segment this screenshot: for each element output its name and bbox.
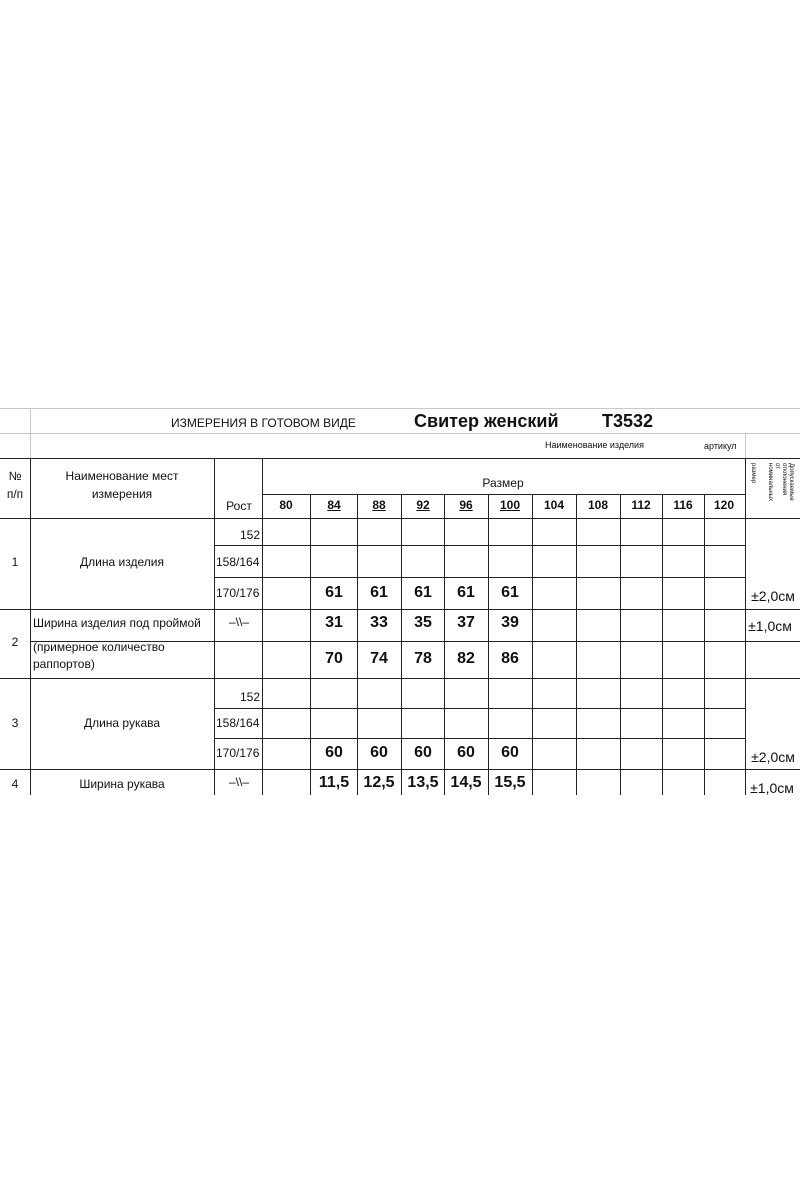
cell-value: 11,5 bbox=[318, 774, 350, 791]
size-header-100: 100 bbox=[499, 498, 521, 512]
height-170-176: 170/176 bbox=[216, 746, 260, 760]
cell-value: 13,5 bbox=[407, 774, 439, 791]
size-header-104: 104 bbox=[543, 498, 565, 512]
tolerance-value: ±1,0см bbox=[750, 780, 794, 796]
row-number: 1 bbox=[11, 555, 19, 569]
product-name: Свитер женский bbox=[414, 411, 559, 431]
size-header-84: 84 bbox=[327, 498, 341, 512]
tolerance-value: ±2,0см bbox=[751, 749, 795, 765]
number-header-line2: п/п bbox=[6, 487, 24, 501]
cell-value: 31 bbox=[325, 614, 343, 631]
number-header-line1: № bbox=[8, 469, 22, 483]
height-170-176: 170/176 bbox=[216, 586, 260, 600]
cell-value: 61 bbox=[325, 584, 343, 601]
cell-value: 61 bbox=[414, 584, 432, 601]
height-158-164: 158/164 bbox=[216, 555, 260, 569]
cell-value: 60 bbox=[325, 744, 343, 761]
cell-value: 61 bbox=[370, 584, 388, 601]
ditto-mark: –\\– bbox=[228, 775, 250, 789]
cell-value: 35 bbox=[414, 614, 432, 631]
cell-value: 70 bbox=[325, 650, 343, 667]
row-number: 3 bbox=[11, 716, 19, 730]
cell-value: 61 bbox=[501, 584, 519, 601]
cell-value: 37 bbox=[457, 614, 475, 631]
cell-value: 61 bbox=[457, 584, 475, 601]
cell-value: 60 bbox=[370, 744, 388, 761]
size-header-120: 120 bbox=[713, 498, 735, 512]
row-name: Ширина изделия под проймой bbox=[33, 616, 201, 630]
cell-value: 60 bbox=[414, 744, 432, 761]
size-group-header: Размер bbox=[482, 476, 524, 490]
name-header-line1: Наименование мест bbox=[65, 469, 179, 483]
tolerance-value: ±1,0см bbox=[748, 618, 792, 634]
row-name: Длина изделия bbox=[80, 555, 164, 569]
height-152: 152 bbox=[239, 690, 260, 704]
cell-value: 15,5 bbox=[494, 774, 526, 791]
height-152: 152 bbox=[239, 528, 260, 542]
article-caption: артикул bbox=[704, 441, 737, 451]
size-header-80: 80 bbox=[279, 498, 293, 512]
size-header-112: 112 bbox=[631, 498, 651, 512]
height-158-164: 158/164 bbox=[216, 716, 260, 730]
height-header: Рост bbox=[226, 499, 252, 513]
cell-value: 78 bbox=[414, 650, 432, 667]
size-header-108: 108 bbox=[587, 498, 609, 512]
measurement-sheet: ИЗМЕРЕНИЯ В ГОТОВОМ ВИДЕ Свитер женский Т3532 Наименование изделия артикул № п/п Наименование мест измерения Рост Размер Допускаемые отклонения от номинальных размер 80 84 88 92 96 100 104 108 112 116 120 1 Длина изделия 152 158/164 170/176 61 61 61 61 61 ±2,0см 2 Ширина изделия под проймой –\\– 31 33 35 37 39 ±1,0см (примерное количество раппортов) 70 74 78 82 86 3 Длина рукава 152 158/164 170/176 60 60 60 60 60 ±2,0см 4 Ширина рукава –\\– 11,5 12,5 13,5 14,5 15,5 ±1,0см bbox=[0, 405, 800, 795]
cell-value: 74 bbox=[370, 650, 388, 667]
article-number: Т3532 bbox=[602, 411, 654, 431]
cell-value: 82 bbox=[457, 650, 475, 667]
size-header-88: 88 bbox=[372, 498, 386, 512]
product-name-caption: Наименование изделия bbox=[545, 440, 644, 450]
size-header-96: 96 bbox=[459, 498, 473, 512]
row-name-note-line1: (примерное количество bbox=[33, 640, 165, 654]
cell-value: 86 bbox=[501, 650, 519, 667]
cell-value: 60 bbox=[457, 744, 475, 761]
row-name: Ширина рукава bbox=[79, 777, 165, 791]
name-header-line2: измерения bbox=[91, 487, 153, 501]
row-name-note-line2: раппортов) bbox=[33, 657, 95, 671]
size-header-116: 116 bbox=[673, 498, 693, 512]
sheet-title: ИЗМЕРЕНИЯ В ГОТОВОМ ВИДЕ bbox=[171, 416, 356, 430]
ditto-mark: –\\– bbox=[228, 615, 250, 629]
size-header-92: 92 bbox=[416, 498, 430, 512]
row-number: 2 bbox=[11, 635, 19, 649]
row-name: Длина рукава bbox=[83, 716, 161, 730]
tolerance-value: ±2,0см bbox=[751, 588, 795, 604]
cell-value: 39 bbox=[501, 614, 519, 631]
cell-value: 14,5 bbox=[450, 774, 482, 791]
row-number: 4 bbox=[11, 777, 19, 791]
cell-value: 60 bbox=[501, 744, 519, 761]
cell-value: 12,5 bbox=[363, 774, 395, 791]
cell-value: 33 bbox=[370, 614, 388, 631]
